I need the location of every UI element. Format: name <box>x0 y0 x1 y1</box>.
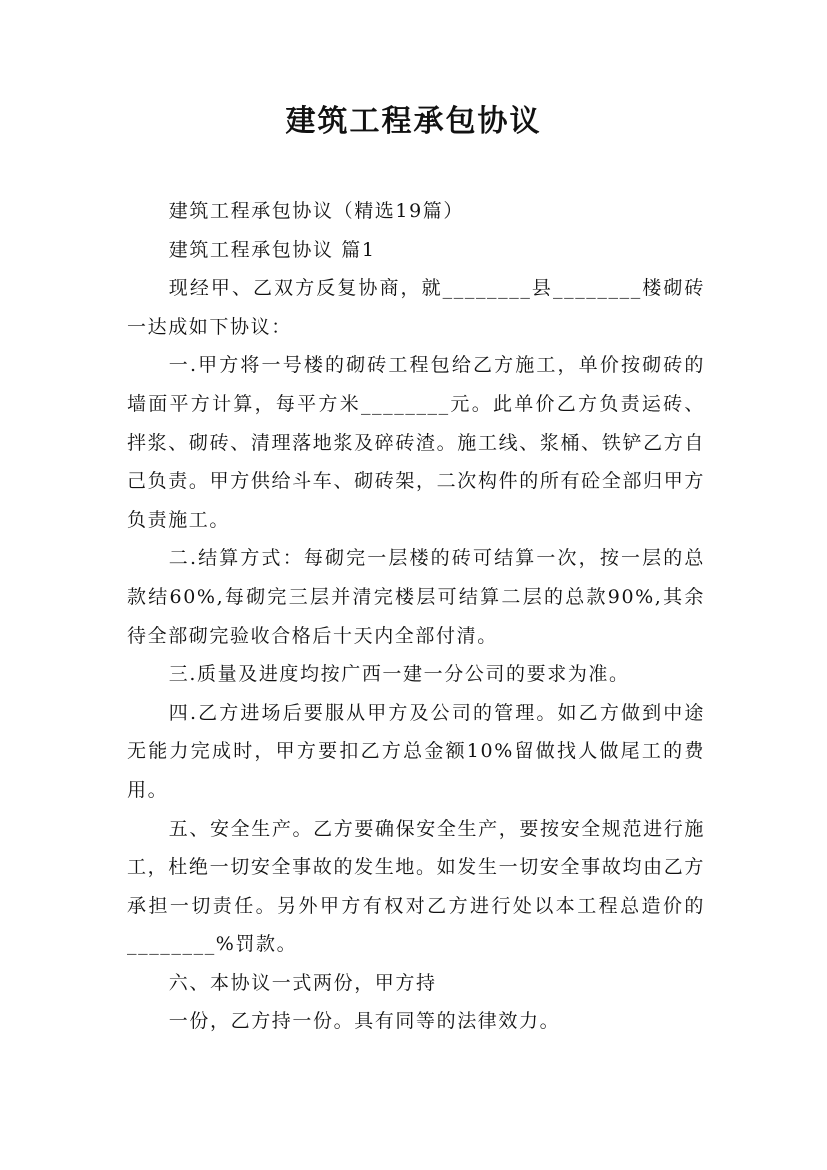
paragraph-intro: 现经甲、乙双方反复协商，就________县________楼砌砖一达成如下协议： <box>127 277 705 338</box>
document-body <box>127 192 705 1041</box>
paragraph-section-heading: 建筑工程承包协议 篇1 <box>168 238 376 261</box>
paragraph-subtitle: 建筑工程承包协议（精选19篇） <box>168 200 464 222</box>
paragraph-clause-6: 六、本协议一式两份，甲方持 <box>168 971 437 994</box>
paragraph-clause-6-continued: 一份，乙方持一份。具有同等的法律效力。 <box>168 1010 561 1033</box>
document-title: 建筑工程承包协议 <box>285 104 542 139</box>
paragraph-clause-3: 三.质量及进度均按广西一建一分公司的要求为准。 <box>168 663 630 686</box>
paragraph-clause-2: 二.结算方式：每砌完一层楼的砖可结算一次，按一层的总款结60%,每砌完三层并清完楼层可结算二层的总款90%,其余待全部砌完验收合格后十天内全部付清。 <box>127 547 705 647</box>
paragraph-clause-5: 五、安全生产。乙方要确保安全生产，要按安全规范进行施工，杜绝一切安全事故的发生地。如发生一切安全事故均由乙方承担一切责任。另外甲方有权对乙方进行处以本工程总造价的________%罚款。 <box>127 817 705 956</box>
paragraph-clause-4: 四.乙方进场后要服从甲方及公司的管理。如乙方做到中途无能力完成时，甲方要扣乙方总金额10%留做找人做尾工的费用。 <box>127 701 705 801</box>
paragraph-clause-1: 一.甲方将一号楼的砌砖工程包给乙方施工，单价按砌砖的墙面平方计算，每平方米________元。此单价乙方负责运砖、拌浆、砌砖、清理落地浆及碎砖渣。施工线、浆桶、铁铲乙方自己负责。甲方供给斗车、砌砖架，二次构件的所有砼全部归甲方负责施工。 <box>127 354 705 531</box>
